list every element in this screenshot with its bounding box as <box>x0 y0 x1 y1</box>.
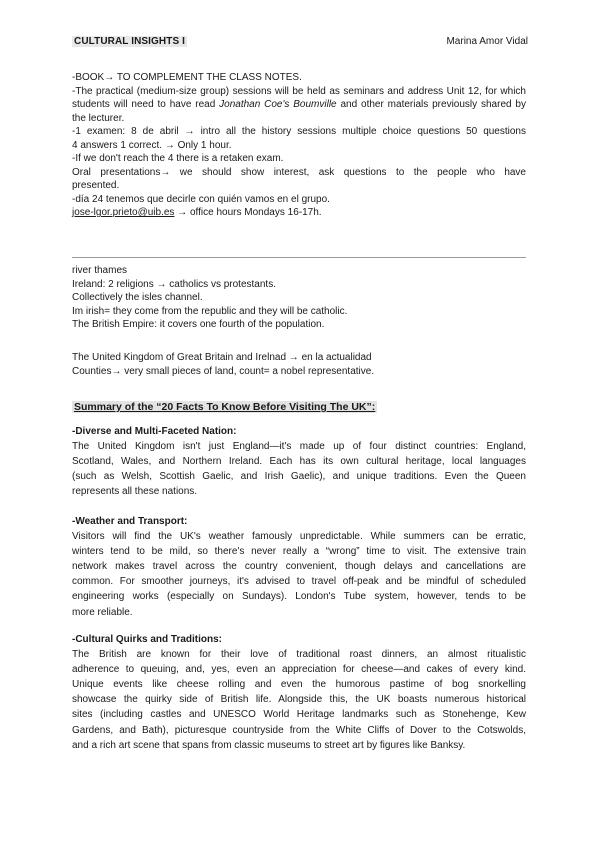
horizontal-divider <box>72 257 526 258</box>
note-office-hours: jose-lgor.prieto@uib.es → office hours Mondays 16-17h. <box>72 207 322 218</box>
note-group: -día 24 tenemos que decirle con quién vamos en el grupo. <box>72 193 330 205</box>
author-name: Marina Amor Vidal <box>446 36 528 47</box>
section-body: The British are known for their love of traditional roast dinners, an almost ritualistic adherence to queuing, and, yes, even an appreciation for cheese—and cakes of every kind. Unique events like cheese rolling and even the humorous pastime of bog snorkelling showcase the quirky side of British life. Alongside this, the UK boasts numerous historical sites (including castles and UNESCO World Heritage landmarks such as Stonehenge, Kew Gardens, and Bath), picturesque countryside from the White Cliffs of Dover to the Cotswolds, and a rich art scene that spans from classic museums to street art by figures like Banksy. <box>72 648 526 751</box>
section-heading: -Cultural Quirks and Traditions: <box>72 634 223 645</box>
document-title: CULTURAL INSIGHTS I <box>74 36 185 47</box>
note-line: The British Empire: it covers one fourth of the population. <box>72 319 325 330</box>
summary-section <box>72 633 526 753</box>
note-retake: -If we don't reach the 4 there is a retaken exam. <box>72 153 284 164</box>
summary-title: Summary of the “20 Facts To Know Before Visiting The UK”: <box>74 401 376 413</box>
class-notes-3 <box>72 351 526 378</box>
note-exam-1: -1 examen: 8 de abril → intro all the history sessions multiple choice questions 50 questions <box>72 126 526 137</box>
section-heading: -Weather and Transport: <box>72 516 188 527</box>
note-practical: -The practical (medium-size group) sessions will be held as seminars and address Unit 12, for which students will need to have read Jonathan Coe's Boumville and other materials previously shared by the lecturer. <box>72 85 526 124</box>
note-line: Ireland: 2 religions → catholics vs protestants. <box>72 278 276 290</box>
summary-heading-block <box>72 397 526 415</box>
class-notes-2 <box>72 264 526 332</box>
summary-section <box>72 515 526 620</box>
section-body: Visitors will find the UK's weather famously unpredictable. While summers can be erratic, winters tend to be mild, so there's never really a “wrong” time to visit. The extensive train network makes travel across the country convenient, though delays and cancellations are common. For smoother journeys, it's advised to travel off-peak and be mindful of scheduled engineering works (especially on Sundays). London's Tube system, however, tends to be more reliable. <box>72 530 526 618</box>
note-line: Im irish= they come from the republic and they will be catholic. <box>72 305 348 317</box>
book-title: Jonathan Coe's Boumville <box>219 99 337 110</box>
page-header <box>72 36 528 50</box>
note-oral-1: Oral presentations→ we should show interest, ask questions to the people who have <box>72 166 526 178</box>
note-line: river thames <box>72 265 128 276</box>
summary-section <box>72 425 526 499</box>
email-link[interactable]: jose-lgor.prieto@uib.es <box>72 207 175 218</box>
note-line: Collectively the isles channel. <box>72 292 203 303</box>
note-line: Counties→ very small pieces of land, count= a nobel representative. <box>72 365 375 377</box>
section-heading: -Diverse and Multi-Faceted Nation: <box>72 426 237 437</box>
note-book: -BOOK→ TO COMPLEMENT THE CLASS NOTES. <box>72 72 302 83</box>
section-body: The United Kingdom isn't just England—it's made up of four distinct countries: England, Scotland, Wales, and Northern Ireland. Each has its own cultural heritage, local languages (such as Welsh, Scottish Gaelic, and Irish Gaelic), and unique traditions. Even the Queen represents all these nations. <box>72 440 526 498</box>
note-oral-2: presented. <box>72 180 120 191</box>
note-line: The United Kingdom of Great Britain and Irelnad → en la actualidad <box>72 352 372 363</box>
note-exam-2: 4 answers 1 correct. → Only 1 hour. <box>72 139 232 151</box>
class-notes <box>72 71 526 220</box>
